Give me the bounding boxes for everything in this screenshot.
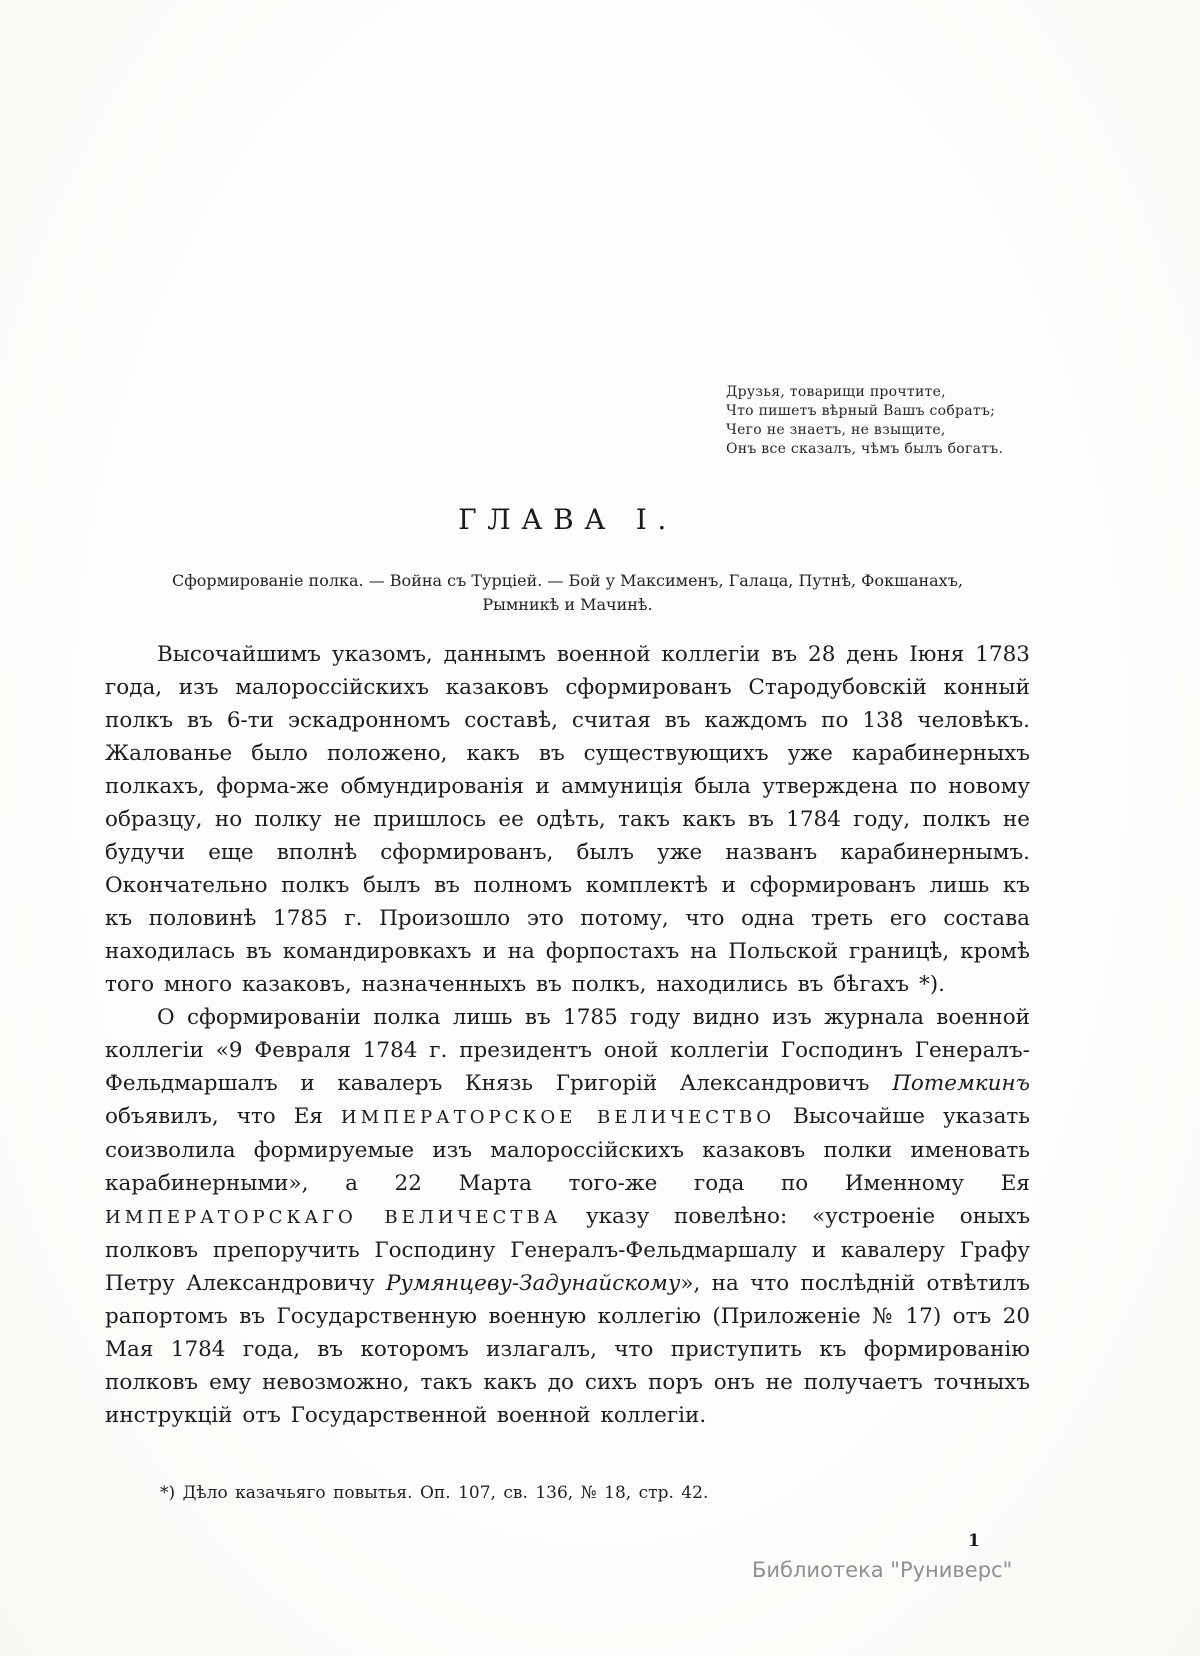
body-text — [105, 638, 1030, 1432]
text-segment: Высочайшимъ указомъ, даннымъ военной коллегіи въ 28 день Іюня 1783 года, изъ малороссійскихъ казаковъ сформированъ Стародубовскій конный полкъ въ 6-ти эскадронномъ составѣ, считая въ каждомъ по 138 человѣкъ. Жалованье было положено, какъ въ существующихъ уже карабинерныхъ полкахъ, форма-же обмундированія и аммуниція была утверждена по новому образцу, но полку не пришлось ее одѣть, такъ какъ въ 1784 году, полкъ не будучи еще вполнѣ сформированъ, былъ уже названъ карабинернымъ. Окончательно полкъ былъ въ полномъ комплектѣ и сформированъ лишь къ къ половинѣ 1785 г. Произошло это потому, что одна треть его состава находилась въ командировкахъ и на форпостахъ на Польской границѣ, кромѣ того много казаковъ, назначенныхъ въ полкъ, находились въ бѣгахъ *). — [105, 642, 1030, 997]
epigraph — [726, 383, 1036, 459]
text-segment-italic: Потемкинъ — [892, 1071, 1030, 1096]
page-number: 1 — [968, 1531, 980, 1551]
chapter-subtitle — [75, 569, 1060, 617]
subtitle-line: Сформированіе полка. — Война съ Турціей. — Бой у Максименъ, Галаца, Путнѣ, Фокшанахъ, — [172, 571, 963, 590]
epigraph-line: Что пишетъ вѣрный Вашъ собратъ; — [726, 403, 996, 419]
paragraph — [105, 1001, 1030, 1432]
epigraph-line: Друзья, товарищи прочтите, — [726, 384, 946, 400]
text-segment-spaced-caps: ИМПЕРАТОРСКАГО ВЕЛИЧЕСТВА — [105, 1207, 562, 1228]
watermark: Библиотека "Руниверс" — [752, 1558, 1013, 1582]
chapter-heading: ГЛАВА I. — [458, 503, 677, 536]
footnote: *) Дѣло казачьяго повытья. Оп. 107, св. 136, № 18, стр. 42. — [160, 1483, 709, 1503]
text-segment-italic: Румянцеву-Задунайскому — [385, 1271, 681, 1296]
text-segment: », на что послѣдній отвѣтилъ рапортомъ въ Государственную военную коллегію (Приложеніе № 17) отъ 20 Мая 1784 года, въ которомъ излагалъ, что приступить къ формированію полковъ ему невозможно, такъ какъ до сихъ поръ онъ не получаетъ точныхъ инструкцій отъ Государственной военной коллегіи. — [105, 1271, 1030, 1428]
text-segment: Высочайше указать соизволила формируемые изъ малороссійскихъ казаковъ полки именовать карабинерными», а 22 Марта того-же года по Именному Ея — [105, 1104, 1030, 1196]
epigraph-line: Онъ все сказалъ, чѣмъ былъ богатъ. — [726, 441, 1004, 457]
text-segment: объявилъ, что Ея — [105, 1104, 341, 1129]
subtitle-line: Рымникѣ и Мачинѣ. — [482, 595, 653, 614]
text-segment-spaced-caps: ИМПЕРАТОРСКОЕ ВЕЛИЧЕСТВО — [340, 1107, 776, 1128]
text-segment: указу повелѣно: «устроеніе оныхъ полковъ препоручить Господину Генералъ-Фельдмаршалу и кавалеру Графу Петру Александровичу — [105, 1204, 1030, 1296]
paragraph — [105, 638, 1030, 1001]
epigraph-line: Чего не знаетъ, не взыщите, — [726, 422, 946, 438]
text-segment: О сформированіи полка лишь въ 1785 году видно изъ журнала военной коллегіи «9 Февраля 1784 г. президентъ оной коллегіи Господинъ Генералъ-Фельдмаршалъ и кавалеръ Князь Григорій Александровичъ — [105, 1005, 1030, 1096]
